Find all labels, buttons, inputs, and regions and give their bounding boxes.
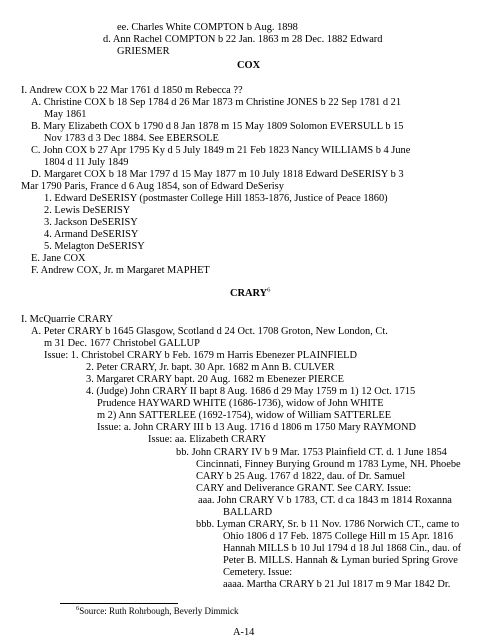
section-heading-crary [230,288,270,300]
text-line: m 31 Dec. 1677 Christobel GALLUP [44,338,200,349]
text-line: ee. Charles White COMPTON b Aug. 1898 [117,22,298,33]
text-line: F. Andrew COX, Jr. m Margaret MAPHET [31,265,210,276]
text-line: 2. Peter CRARY, Jr. bapt. 30 Apr. 1682 m Ann B. CULVER [86,362,335,373]
text-line: E. Jane COX [31,253,86,264]
text-line: Cemetery. Issue: [223,567,293,578]
text-line: Nov 1783 d 3 Dec 1884. See EBERSOLE [44,133,219,144]
footnote-reference: 6 [267,286,271,294]
text-line: 5. Melagton DeSERISY [44,241,145,252]
text-line: Issue: a. John CRARY III b 13 Aug. 1716 d 1806 m 1750 Mary RAYMOND [97,422,417,433]
text-line: BALLARD [223,507,273,518]
text-line: C. John COX b 27 Apr 1795 Ky d 5 July 1849 m 21 Feb 1823 Nancy WILLIAMS b 4 June [31,145,411,156]
text-line: Peter B. MILLS. Hannah & Lyman buried Spring Grove [223,555,458,566]
footnote-text: Source: Ruth Rohrbough, Beverly Dimmick [79,606,239,616]
footnote-marker: 6 [76,605,80,612]
text-line: B. Mary Elizabeth COX b 1790 d 8 Jan 1878 m 15 May 1809 Solomon EVERSULL b 15 [31,121,404,132]
text-line: Hannah MILLS b 10 Jul 1794 d 18 Jul 1868 Cin., dau. of [223,543,462,554]
text-line: 1. Edward DeSERISY (postmaster College Hill 1853-1876, Justice of Peace 1860) [44,193,388,204]
text-line: d. Ann Rachel COMPTON b 22 Jan. 1863 m 28 Dec. 1882 Edward [103,34,383,45]
text-line: 1804 d 11 July 1849 [44,157,129,168]
text-line: 3. Margaret CRARY bapt. 20 Aug. 1682 m Ebenezer PIERCE [86,374,344,385]
text-line: I. Andrew COX b 22 Mar 1761 d 1850 m Rebecca ?? [21,85,243,96]
footnote-separator [60,603,178,604]
text-line: aaaa. Martha CRARY b 21 Jul 1817 m 9 Mar 1842 Dr. [223,579,451,590]
text-line: 3. Jackson DeSERISY [44,217,138,228]
text-line: May 1861 [44,109,87,120]
text-line: Prudence HAYWARD WHITE (1686-1736), widow of John WHITE [97,398,384,409]
crary-heading-text: CRARY [230,288,268,299]
footnote [76,606,238,617]
text-line: GRIESMER [117,46,170,57]
text-line: bbb. Lyman CRARY, Sr. b 11 Nov. 1786 Norwich CT., came to [196,519,460,530]
text-line: Mar 1790 Paris, France d 6 Aug 1854, son of Edward DeSerisy [21,181,284,192]
text-line: I. McQuarrie CRARY [21,314,114,325]
section-heading-cox: COX [237,60,261,71]
text-line: bb. John CRARY IV b 9 Mar. 1753 Plainfield CT. d. 1 June 1854 [176,447,447,458]
text-line: m 2) Ann SATTERLEE (1692-1754), widow of William SATTERLEE [97,410,392,421]
page-number: A-14 [233,627,255,638]
text-line: 4. (Judge) John CRARY II bapt 8 Aug. 1686 d 29 May 1759 m 1) 12 Oct. 1715 [86,386,416,397]
text-line: A. Christine COX b 18 Sep 1784 d 26 Mar 1873 m Christine JONES b 22 Sep 1781 d 21 [31,97,402,108]
text-line: Ohio 1806 d 17 Feb. 1875 College Hill m 15 Apr. 1816 [223,531,454,542]
text-line: Issue: aa. Elizabeth CRARY [148,434,267,445]
text-line: Cincinnati, Finney Burying Ground m 1783 Lyme, NH. Phoebe [196,459,461,470]
text-line: D. Margaret COX b 18 Mar 1797 d 15 May 1877 m 10 July 1818 Edward DeSERISY b 3 [31,169,404,180]
text-line: A. Peter CRARY b 1645 Glasgow, Scotland d 24 Oct. 1708 Groton, New London, Ct. [31,326,388,337]
text-line: 2. Lewis DeSERISY [44,205,131,216]
text-line: aaa. John CRARY V b 1783, CT. d ca 1843 m 1814 Roxanna [198,495,452,506]
text-line: CARY b 25 Aug. 1767 d 1822, dau. of Dr. Samuel [196,471,406,482]
text-line: Issue: 1. Christobel CRARY b Feb. 1679 m Harris Ebenezer PLAINFIELD [44,350,358,361]
text-line: CARY and Deliverance GRANT. See CARY. Issue: [196,483,412,494]
text-line: 4. Armand DeSERISY [44,229,139,240]
